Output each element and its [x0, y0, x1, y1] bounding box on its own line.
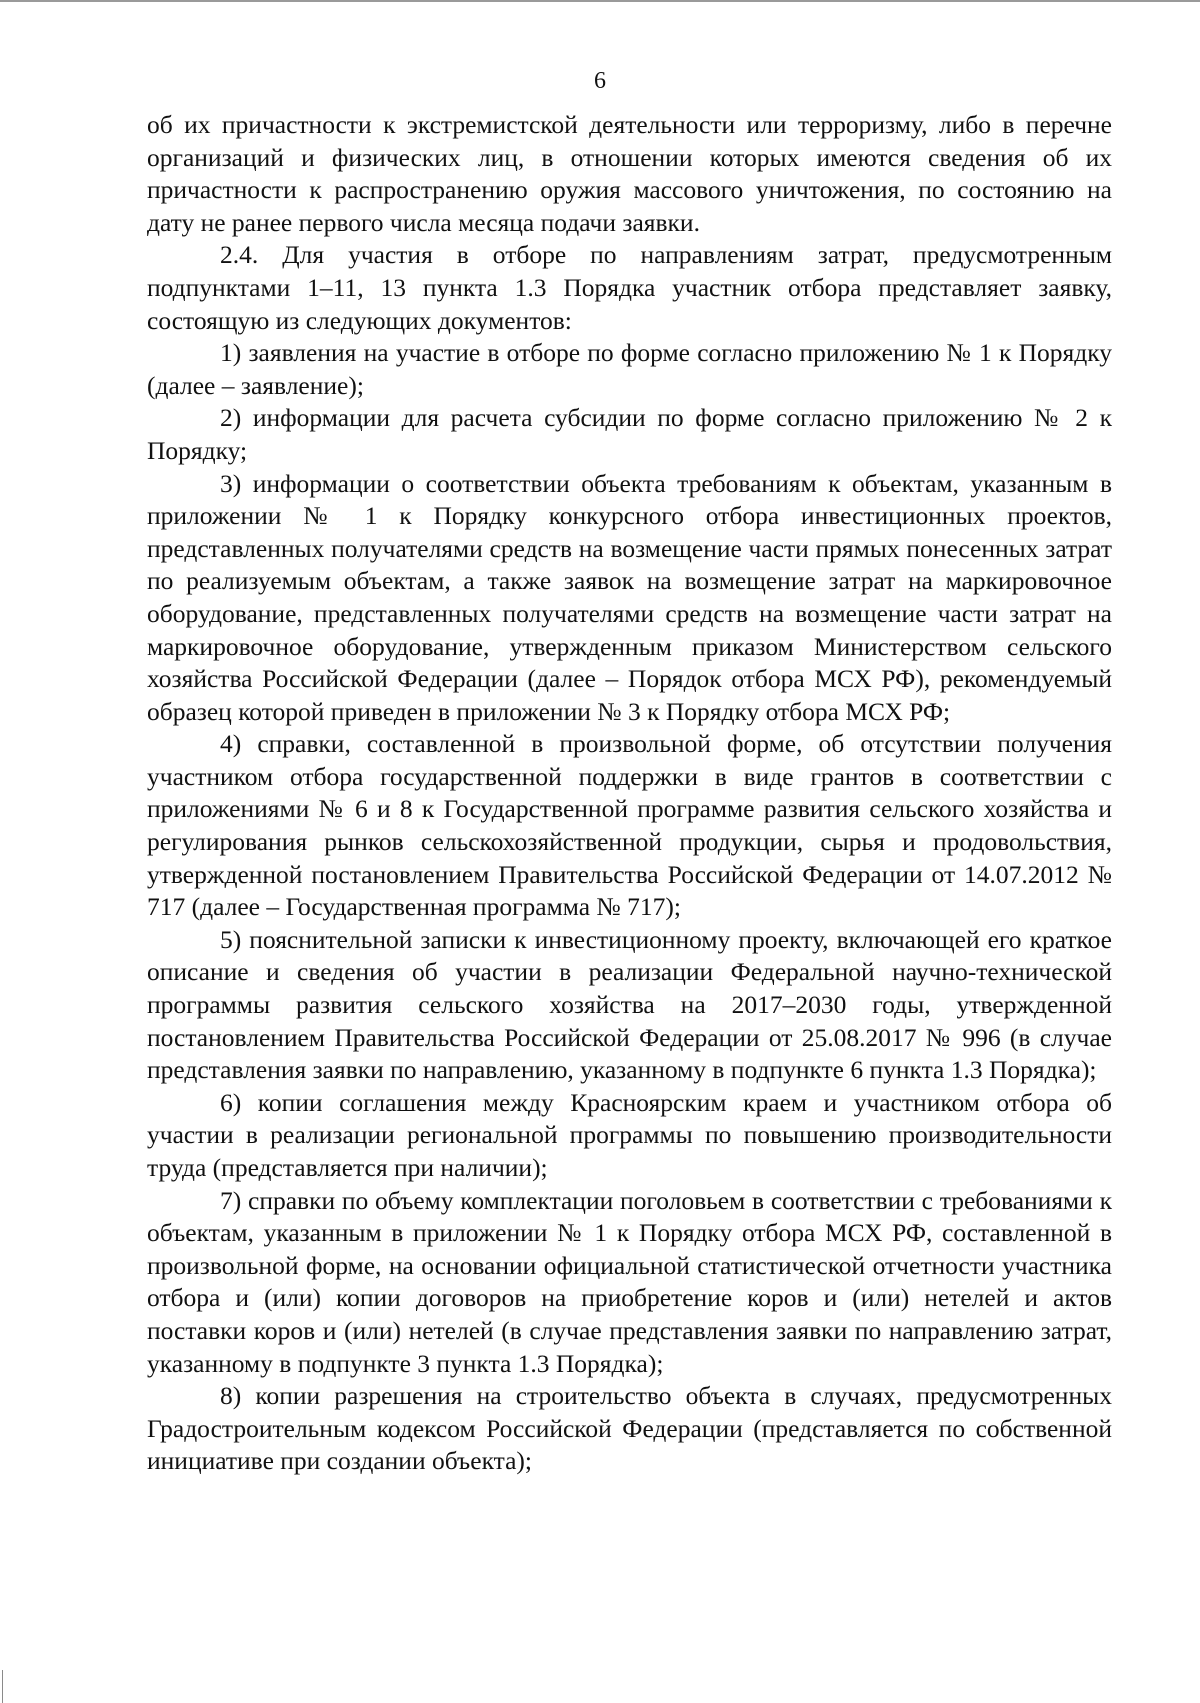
list-item-7: 7) справки по объему комплектации поголовьем в соответствии с требованиями к объектам, указанным в приложении № 1 к Порядку отбора МСХ РФ, составленной в произвольной форме, на основании официальной статистической отчетности участника отбора и (или) копии договоров на приобретение коров и (или) нетелей и актов поставки коров и (или) нетелей (в случае представления заявки по направлению затрат, указанному в подпункте 3 пункта 1.3 Порядка);	[147, 1185, 1112, 1378]
list-item-2: 2) информации для расчета субсидии по форме согласно приложению № 2 к Порядку;	[147, 403, 1112, 465]
paragraph-2-4: 2.4. Для участия в отборе по направлениям затрат, предусмотренным подпунктами 1–11, 13 пункта 1.3 Порядка участник отбора представляет заявку, состоящую из следующих документов:	[147, 240, 1112, 335]
scan-edge-top	[0, 0, 1200, 2]
list-item-1: 1) заявления на участие в отборе по форме согласно приложению № 1 к Порядку (далее – заявление);	[147, 338, 1112, 400]
list-item-4: 4) справки, составленной в произвольной форме, об отсутствии получения участником отбора государственной поддержки в виде грантов в соответствии с приложениями № 6 и 8 к Государственной программе развития сельского хозяйства и регулирования рынков сельскохозяйственной продукции, сырья и продовольствия, утвержденной постановлением Правительства Российской Федерации от 14.07.2012 № 717 (далее – Государственная программа № 717);	[147, 729, 1112, 922]
paragraph-continuation: об их причастности к экстремистской деятельности или терроризму, либо в перечне организаций и физических лиц, в отношении которых имеются сведения об их причастности к распространению оружия массового уничтожения, по состоянию на дату не ранее первого числа месяца подачи заявки.	[147, 110, 1112, 237]
document-body	[147, 109, 1112, 1478]
list-item-6: 6) копии соглашения между Красноярским краем и участником отбора об участии в реализации региональной программы по повышению производительности труда (представляется при наличии);	[147, 1087, 1112, 1182]
list-item-5: 5) пояснительной записки к инвестиционному проекту, включающей его краткое описание и сведения об участии в реализации Федеральной научно-технической программы развития сельского хозяйства на 2017–2030 годы, утвержденной постановлением Правительства Российской Федерации от 25.08.2017 № 996 (в случае представления заявки по направлению, указанному в подпункте 6 пункта 1.3 Порядка);	[147, 924, 1112, 1085]
scan-edge-left	[2, 1670, 3, 1703]
list-item-3: 3) информации о соответствии объекта требованиям к объектам, указанным в приложении № 1 к Порядку конкурсного отбора инвестиционных проектов, представленных получателями средств на возмещение части прямых понесенных затрат по реализуемым объектам, а также заявок на возмещение затрат на маркировочное оборудование, представленных получателями средств на возмещение части затрат на маркировочное оборудование, утвержденным приказом Министерством сельского хозяйства Российской Федерации (далее – Порядок отбора МСХ РФ), рекомендуемый образец которой приведен в приложении № 3 к Порядку отбора МСХ РФ;	[147, 468, 1112, 726]
list-item-8: 8) копии разрешения на строительство объекта в случаях, предусмотренных Градостроительным кодексом Российской Федерации (представляется по собственной инициативе при создании объекта);	[147, 1381, 1112, 1476]
page-number: 6	[594, 68, 606, 94]
